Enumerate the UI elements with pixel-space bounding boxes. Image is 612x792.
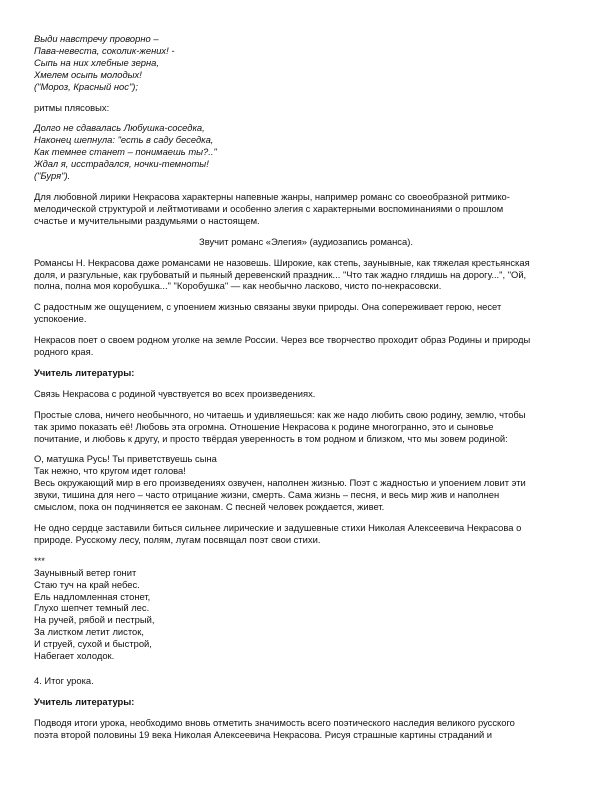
text-line: счастье и мучительными раздумьями о настоящем. <box>34 214 260 226</box>
text-line: поэта второй половины 19 века Николая Алексеевича Некрасова. Рисуя страшные картины страданий и <box>34 728 493 740</box>
paragraph-matushka-rus <box>34 453 578 513</box>
paragraph-joy <box>34 301 578 325</box>
poem-line: Как темнее станет – понимаешь ты?.." <box>34 146 217 158</box>
poem-line: Набегает холодок. <box>34 650 115 662</box>
text-line: почитание, и любовь к другу, и просто твёрдая уверенность в том родном и близком, что мы зовем родиной: <box>34 432 508 444</box>
text-line: доля, и разгульные, как грубоватый и пьяный деревенский праздник... "Что так жадно глядишь на дорогу...", "Ой, <box>34 268 527 280</box>
teacher-label: Учитель литературы: <box>34 366 135 378</box>
poem-line: И струей, сухой и быстрой, <box>34 638 152 650</box>
text-line: Так нежно, что кругом идет голова! <box>34 465 186 477</box>
text-line: Не одно сердце заставили биться сильнее лирические и задушевные стихи Николая Алексеевича Некрасова о <box>34 522 522 533</box>
poem-moroz <box>34 33 578 93</box>
text-line: успокоение. <box>34 313 87 325</box>
poem-line: ("Мороз, Красный нос"); <box>34 80 138 92</box>
poem-line: Наконец шепнула: "есть в саду беседка, <box>34 134 214 146</box>
section-title: 4. Итог урока. <box>34 674 94 686</box>
document-page <box>34 33 578 741</box>
text-line: родного края. <box>34 346 94 358</box>
paragraph-native-land <box>34 334 578 358</box>
teacher-label: Учитель литературы: <box>34 695 135 707</box>
poem-line: За листком летит листок, <box>34 626 144 638</box>
text-line: Романсы Н. Некрасова даже романсами не назовешь. Широкие, как степь, заунывные, как тяжелая крестьянская <box>34 256 530 268</box>
poem-burya <box>34 122 578 182</box>
text-line: природе. Русскому лесу, полям, лугам посвящал поэт свои стихи. <box>34 533 321 545</box>
text-line: Весь окружающий мир в его произведениях озвучен, наполнен жизнью. Поэт с жадностью и упоением ловит эти <box>34 477 526 489</box>
paragraph-summary <box>34 717 578 741</box>
poem-line: Пава-невеста, соколик-жених! - <box>34 44 175 56</box>
poem-wind <box>34 567 578 662</box>
text-line: Простые слова, ничего необычного, но читаешь и удивляешься: как же надо любить свою родину, землю, чтобы <box>34 408 526 420</box>
paragraph-love-lyrics <box>34 191 578 227</box>
text-line: Подводя итоги урока, необходимо вновь отметить значимость всего поэтического наследия великого русского <box>34 716 515 728</box>
paragraph-heart <box>34 522 578 546</box>
text-line: так зримо показать её! Любовь эта огромна. Отношение Некрасова к родине многогранно, это и сыновье <box>34 420 494 432</box>
poem-line: Долго не сдавалась Любушка-соседка, <box>34 122 205 134</box>
rhythms-label: ритмы плясовых: <box>34 101 110 113</box>
text-line: смыслом, пока он подчиняется ее законам. С песней человек рождается, живет. <box>34 501 385 513</box>
text-line: полна, полна моя коробушка..." "Коробушка" — как необычно ласково, чисто по-некрасовски. <box>34 280 442 292</box>
poem-line: Сыпь на них хлебные зерна, <box>34 56 160 68</box>
text-line: О, матушка Русь! Ты приветствуешь сына <box>34 453 217 465</box>
poem-line: Заунывный ветер гонит <box>34 566 137 578</box>
paragraph-link: Связь Некрасова с родиной чувствуется во всех произведениях. <box>34 387 316 399</box>
paragraph-romances <box>34 257 578 293</box>
poem-line: Выди навстречу проворно – <box>34 33 159 44</box>
poem-line: Глухо шепчет темный лес. <box>34 602 150 614</box>
poem-line: На ручей, рябой и пестрый, <box>34 614 155 626</box>
text-line: мелодической структурой и лейтмотивами и особенно элегия с характерными воспоминаниями о прошлом <box>34 202 504 214</box>
poem-line: Ель надломленная стонет, <box>34 590 151 602</box>
poem-line: Хмелем осыпь молодых! <box>34 68 142 80</box>
poem-line: Стаю туч на край небес. <box>34 578 140 590</box>
text-line: С радостным же ощущением, с упоением жизнью связаны звуки природы. Она сопереживает герою, несет <box>34 301 502 313</box>
stars-separator: *** <box>34 554 45 566</box>
poem-line: Ждал я, исстрадался, ночки-темноты! <box>34 158 209 170</box>
text-line: Для любовной лирики Некрасова характерны напевные жанры, например романс со своеобразной ритмико- <box>34 190 510 202</box>
poem-line: ("Буря"). <box>34 170 71 182</box>
paragraph-simple-words <box>34 409 578 445</box>
text-line: Некрасов поет о своем родном уголке на земле России. Через все творчество проходит образ Родины и природы <box>34 334 531 346</box>
text-line: звуки, тишина для него – часто отрицание жизни, смерть. Сама жизнь – песня, и весь мир жив и наполнен <box>34 489 500 501</box>
romance-audio-note: Звучит романс «Элегия» (аудиозапись романса). <box>199 235 413 247</box>
